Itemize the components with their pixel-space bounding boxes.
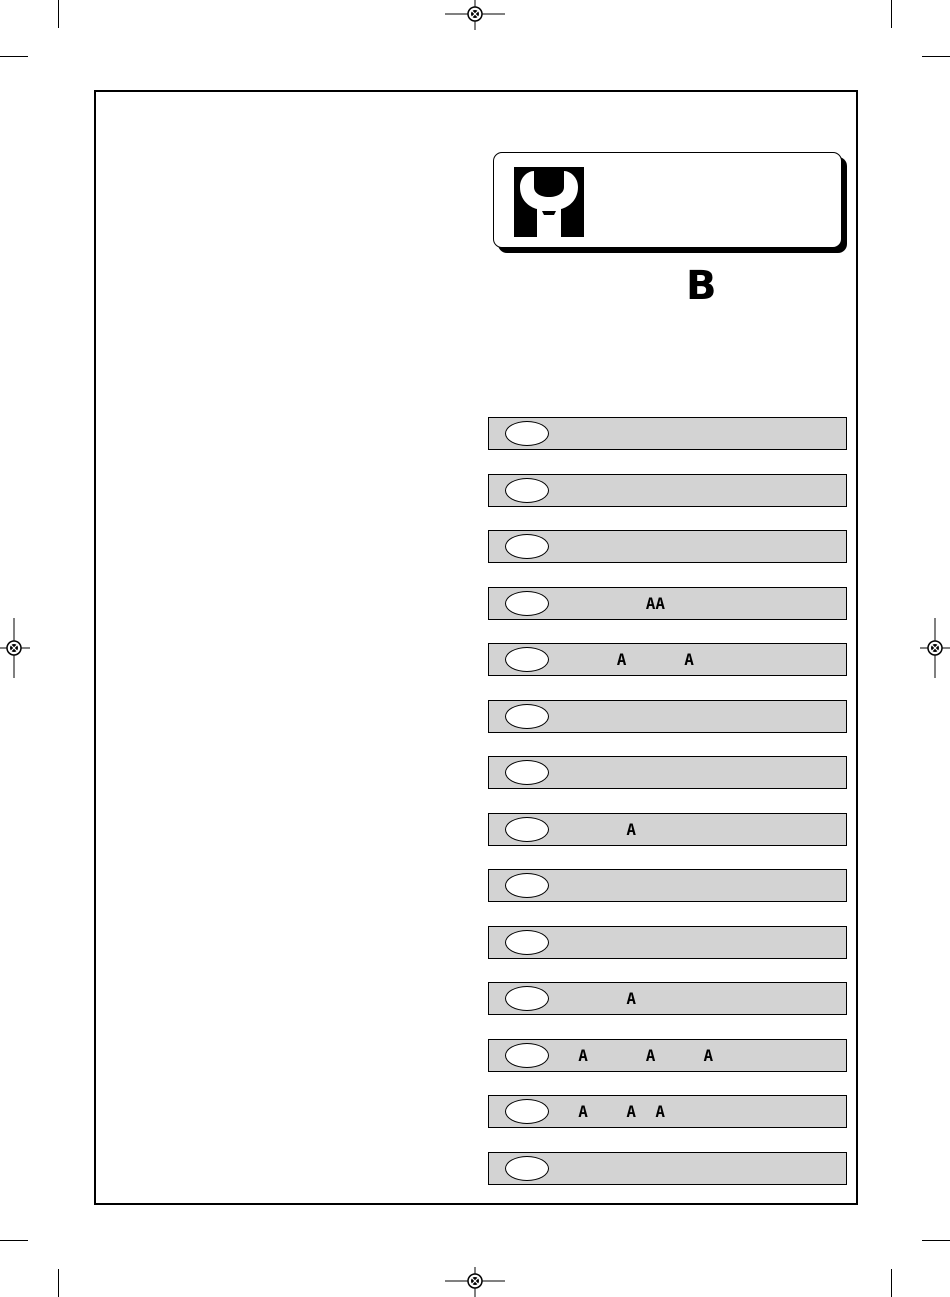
language-row bbox=[488, 643, 847, 676]
language-row-text: A bbox=[559, 989, 637, 1008]
language-row-text: A A A bbox=[559, 1102, 665, 1121]
language-row bbox=[488, 926, 847, 959]
language-row-text: AA bbox=[559, 594, 665, 613]
language-marker bbox=[505, 930, 549, 955]
registration-mark-icon bbox=[920, 618, 950, 678]
language-marker bbox=[505, 534, 549, 559]
crop-mark bbox=[891, 0, 892, 28]
language-marker bbox=[505, 1099, 549, 1124]
language-marker bbox=[505, 817, 549, 842]
language-marker bbox=[505, 704, 549, 729]
language-marker bbox=[505, 591, 549, 616]
crop-mark bbox=[0, 56, 28, 57]
brand-mark: B bbox=[686, 263, 717, 309]
language-row bbox=[488, 756, 847, 789]
language-marker bbox=[505, 873, 549, 898]
language-row bbox=[488, 530, 847, 563]
language-row bbox=[488, 417, 847, 450]
crop-mark bbox=[922, 56, 950, 57]
wrench-icon bbox=[514, 167, 584, 237]
language-row bbox=[488, 813, 847, 846]
language-marker bbox=[505, 1156, 549, 1181]
registration-mark-icon bbox=[0, 618, 30, 678]
language-row bbox=[488, 982, 847, 1015]
language-marker bbox=[505, 986, 549, 1011]
language-marker bbox=[505, 421, 549, 446]
crop-mark bbox=[891, 1269, 892, 1297]
crop-mark bbox=[922, 1240, 950, 1241]
language-row-text: A A A bbox=[559, 1046, 714, 1065]
registration-mark-icon bbox=[445, 0, 505, 30]
crop-mark bbox=[58, 0, 59, 28]
language-row bbox=[488, 1039, 847, 1072]
registration-mark-icon bbox=[445, 1267, 505, 1297]
language-row bbox=[488, 869, 847, 902]
language-row bbox=[488, 1095, 847, 1128]
language-marker bbox=[505, 760, 549, 785]
language-row-text: A bbox=[559, 820, 637, 839]
language-row bbox=[488, 474, 847, 507]
language-row bbox=[488, 587, 847, 620]
language-row bbox=[488, 700, 847, 733]
crop-mark bbox=[58, 1269, 59, 1297]
language-row-text: A A bbox=[559, 650, 694, 669]
title-card bbox=[493, 152, 842, 248]
language-row bbox=[488, 1152, 847, 1185]
language-marker bbox=[505, 1043, 549, 1068]
language-marker bbox=[505, 647, 549, 672]
crop-mark bbox=[0, 1240, 28, 1241]
language-marker bbox=[505, 478, 549, 503]
